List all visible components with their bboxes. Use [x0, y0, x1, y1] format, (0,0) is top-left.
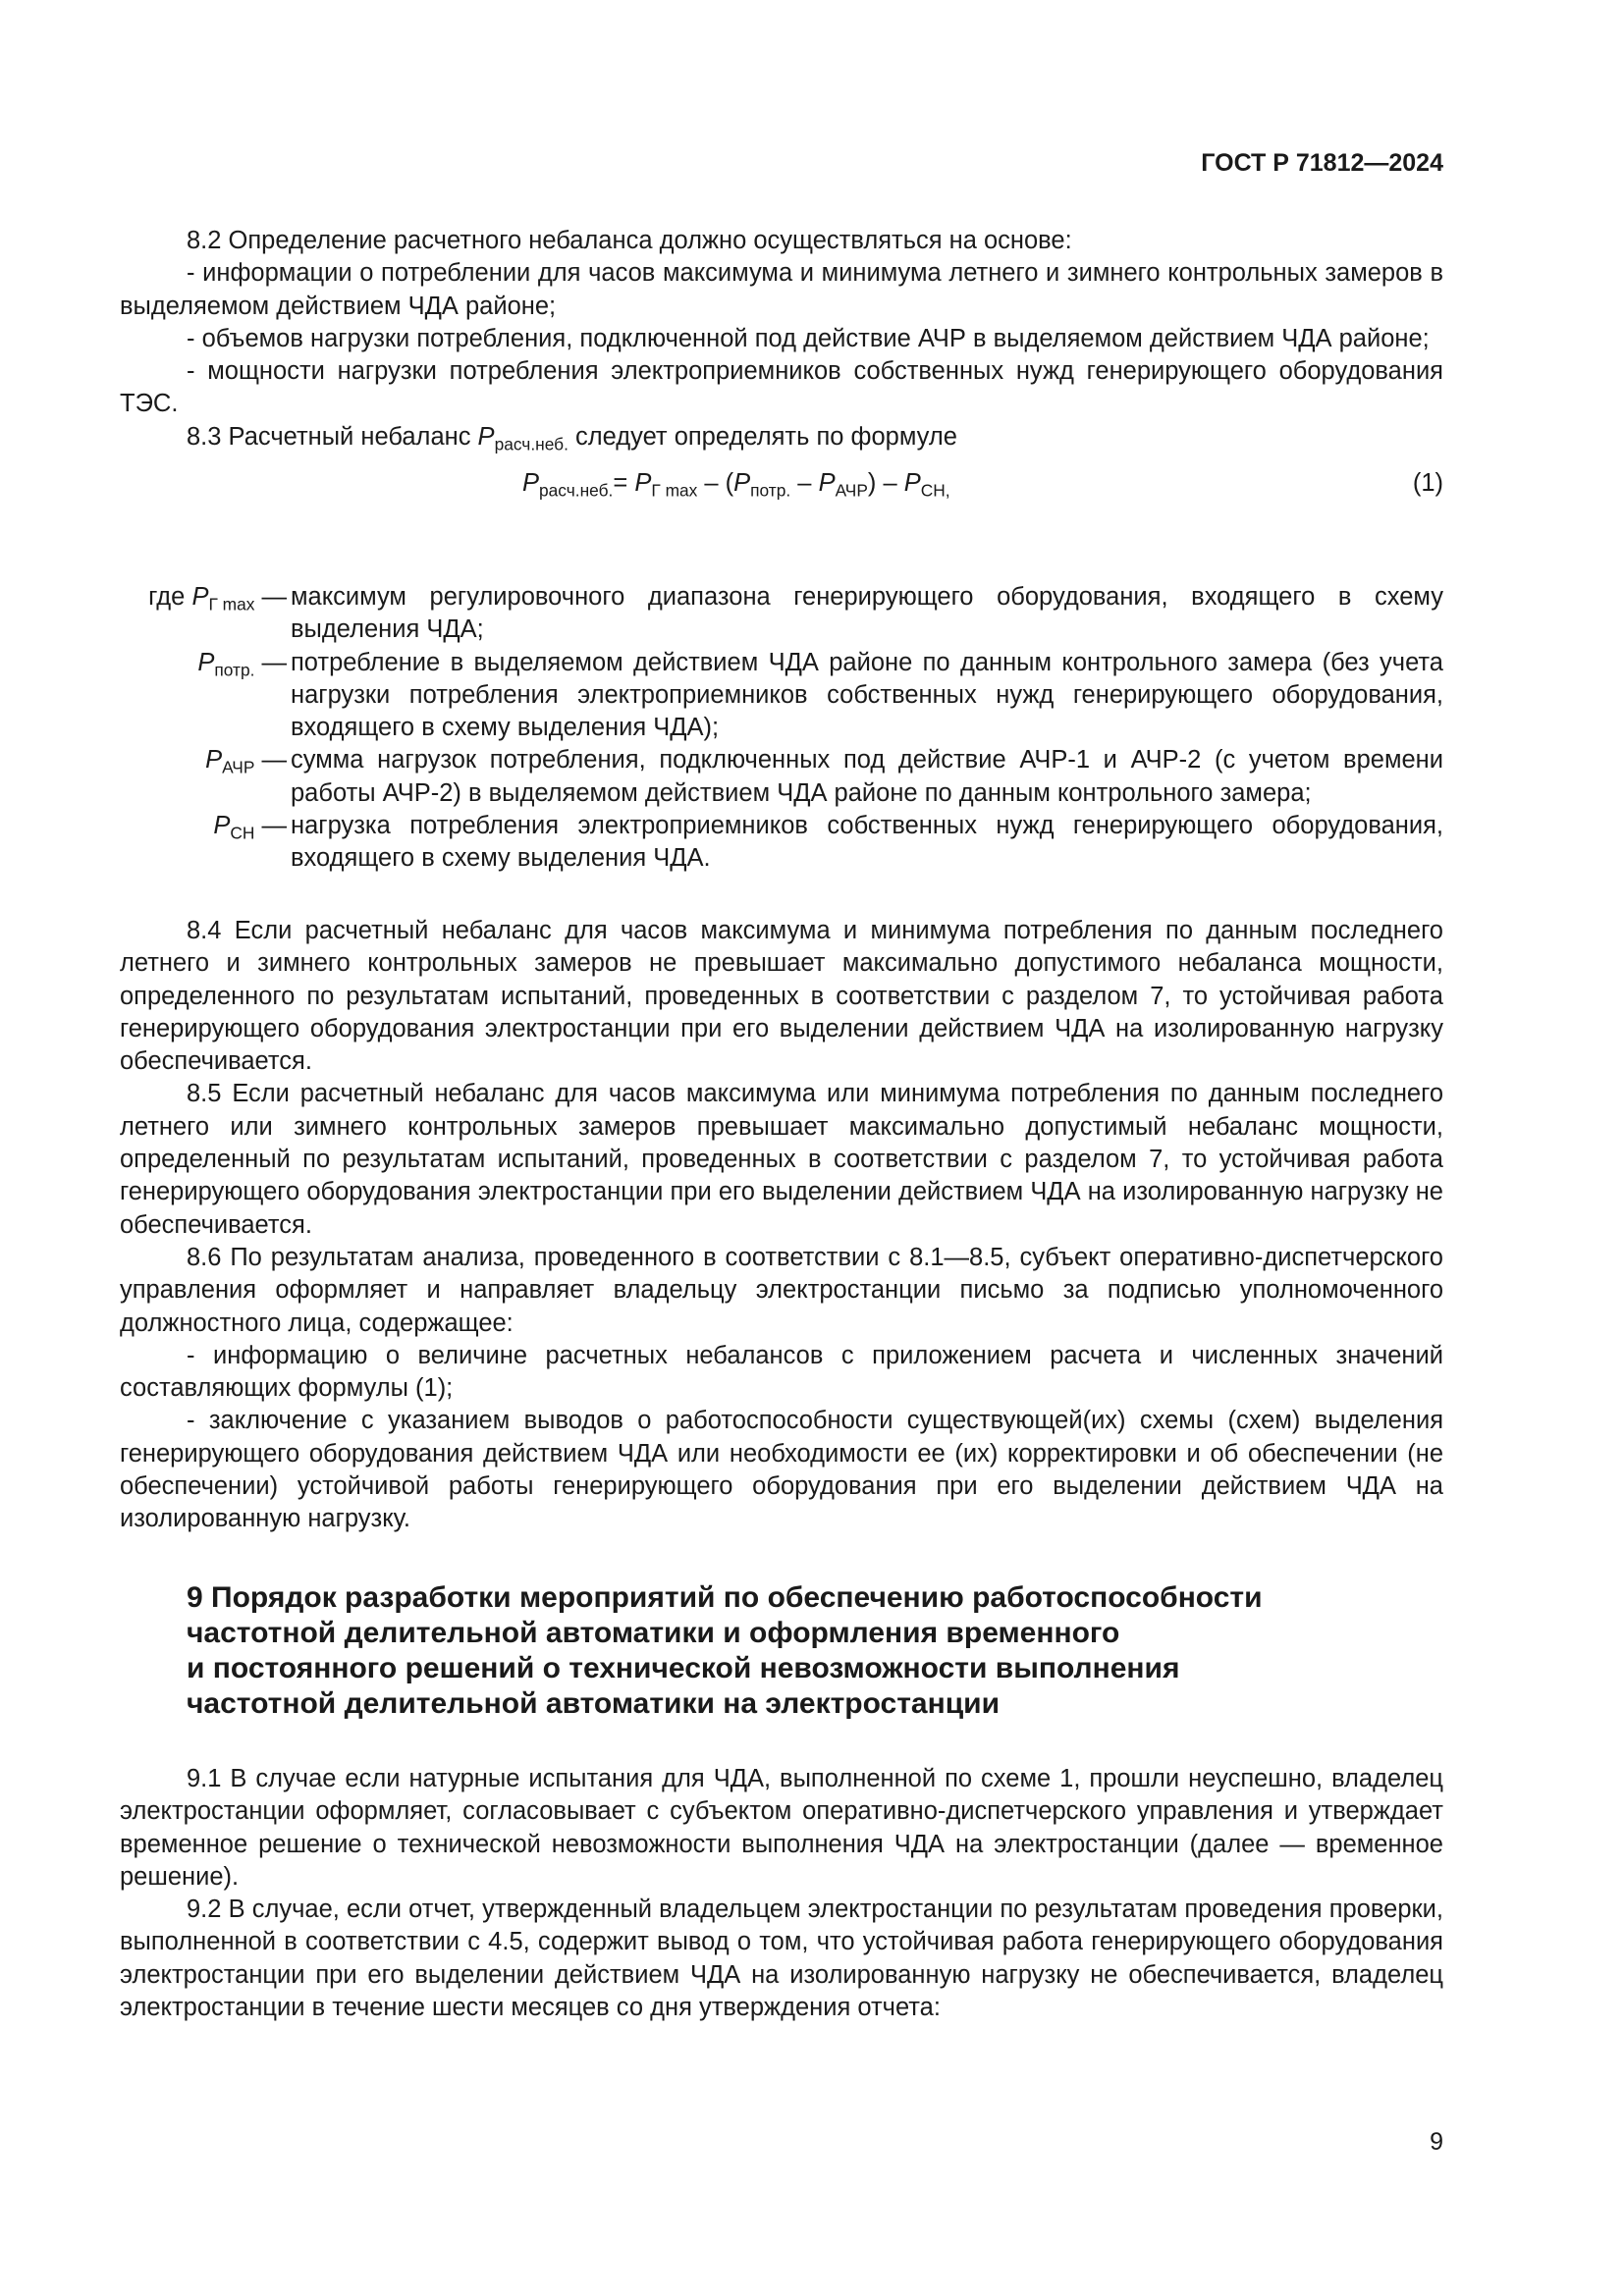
section-8-body [120, 225, 1443, 524]
paragraph-8-6: 8.6 По результатам анализа, проведенного в соответствии с 8.1—8.5, субъект оперативно-диспетчерского управления оформляет и направляет владельцу электростанции письмо за подписью уполномоченного должностного лица, содержащее: [120, 1243, 1443, 1337]
paragraph-8-5: 8.5 Если расчетный небаланс для часов максимума или минимума потребления по данным последнего летнего или зимнего контрольных замеров превышает максимально допустимый небаланс мощности, определенный по результатам испытаний, проведенных в соответствии с разделом 7, то устойчивая работа генерирующего оборудования электростанции при его выделении действием ЧДА на изолированную нагрузку не обеспечивается. [120, 1080, 1443, 1239]
formula-1 [120, 461, 1443, 510]
list-item: - объемов нагрузки потребления, подключенной под действие АЧР в выделяемом действием ЧДА районе; [187, 324, 1430, 352]
section-9-body [120, 1763, 1443, 2024]
formula-number: (1) [1412, 469, 1443, 498]
paragraph-9-1: 9.1 В случае если натурные испытания для ЧДА, выполненной по схеме 1, прошли неуспешно, владелец электростанции оформляет, согласовывает с субъектом оперативно-диспетчерского управления и утверждает временное решение о технической невозможности выполнения ЧДА на электростанции (далее — временное решение). [120, 1765, 1443, 1891]
page-number: 9 [1430, 2128, 1443, 2156]
paragraph-8-2: 8.2 Определение расчетного небаланса должно осуществляться на основе: [187, 227, 1072, 254]
section-9-heading: 9 Порядок разработки мероприятий по обеспечению работоспособности частотной делительной автоматики и оформления временного и постоянного решений о технической невозможности выполнения частотной делительной автоматики на электростанции [187, 1581, 1263, 1720]
standard-code: ГОСТ Р 71812—2024 [1201, 149, 1443, 177]
list-item: - информацию о величине расчетных небалансов с приложением расчета и численных значений составляющих формулы (1); [120, 1341, 1443, 1403]
section-8-body-continued [120, 915, 1443, 1536]
paragraph-8-4: 8.4 Если расчетный небаланс для часов максимума и минимума потребления по данным последнего летнего и зимнего контрольных замеров не превышает максимально допустимого небаланса мощности, определенного по результатам испытаний, проведенных в соответствии с разделом 7, то устойчивая работа генерирующего оборудования электростанции при его выделении действием ЧДА на изолированную нагрузку обеспечивается. [120, 917, 1443, 1076]
list-item: - информации о потреблении для часов максимума и минимума летнего и зимнего контрольных замеров в выделяемом действием ЧДА районе; [120, 259, 1443, 320]
paragraph-8-3: 8.3 Расчетный небаланс $P_{расч.неб.}$ следует определять по формуле [187, 422, 957, 454]
definition-row: где $P_{Г max}$ — максимум регулировочного диапазона генерирующего оборудования, входящего в схему выделения ЧДА; [148, 583, 1443, 644]
paragraph-9-2: 9.2 В случае, если отчет, утвержденный владельцем электростанции по результатам проведения проверки, выполненной в соответствии с 4.5, содержит вывод о том, что устойчивая работа генерирующего оборудования электростанции при его выделении действием ЧДА на изолированную нагрузку не обеспечивается, владелец электростанции в течение шести месяцев со дня утверждения отчета: [120, 1896, 1443, 2022]
definition-row: $P_{АЧР}$ — сумма нагрузок потребления, подключенных под действие АЧР-1 и АЧР-2 (с учетом времени работы АЧР-2) в выделяемом действием ЧДА районе по данным контрольного замера; [205, 746, 1443, 807]
definition-row: $P_{СН}$ — нагрузка потребления электроприемников собственных нужд генерирующего оборудования, входящего в схему выделения ЧДА. [213, 812, 1443, 873]
formula-definitions [118, 581, 1443, 876]
definition-row: $P_{потр.}$ — потребление в выделяемом действием ЧДА районе по данным контрольного замера (без учета нагрузки потребления электроприемников собственных нужд генерирующего оборудования, входящего в схему выделения ЧДА); [197, 648, 1443, 742]
list-item: - заключение с указанием выводов о работоспособности существующей(их) схемы (схем) выделения генерирующего оборудования действием ЧДА или необходимости ее (их) корректировки и об обеспечении (не обеспечении) устойчивой работы генерирующего оборудования при его выделении действием ЧДА на изолированную нагрузку. [120, 1407, 1443, 1533]
list-item: - мощности нагрузки потребления электроприемников собственных нужд генерирующего оборудования ТЭС. [120, 357, 1443, 418]
formula-expression: $P_{расч.неб.}= P_{Г max} - (P_{потр.} - P_{АЧР}) - P_{СН,}$ [522, 469, 950, 501]
